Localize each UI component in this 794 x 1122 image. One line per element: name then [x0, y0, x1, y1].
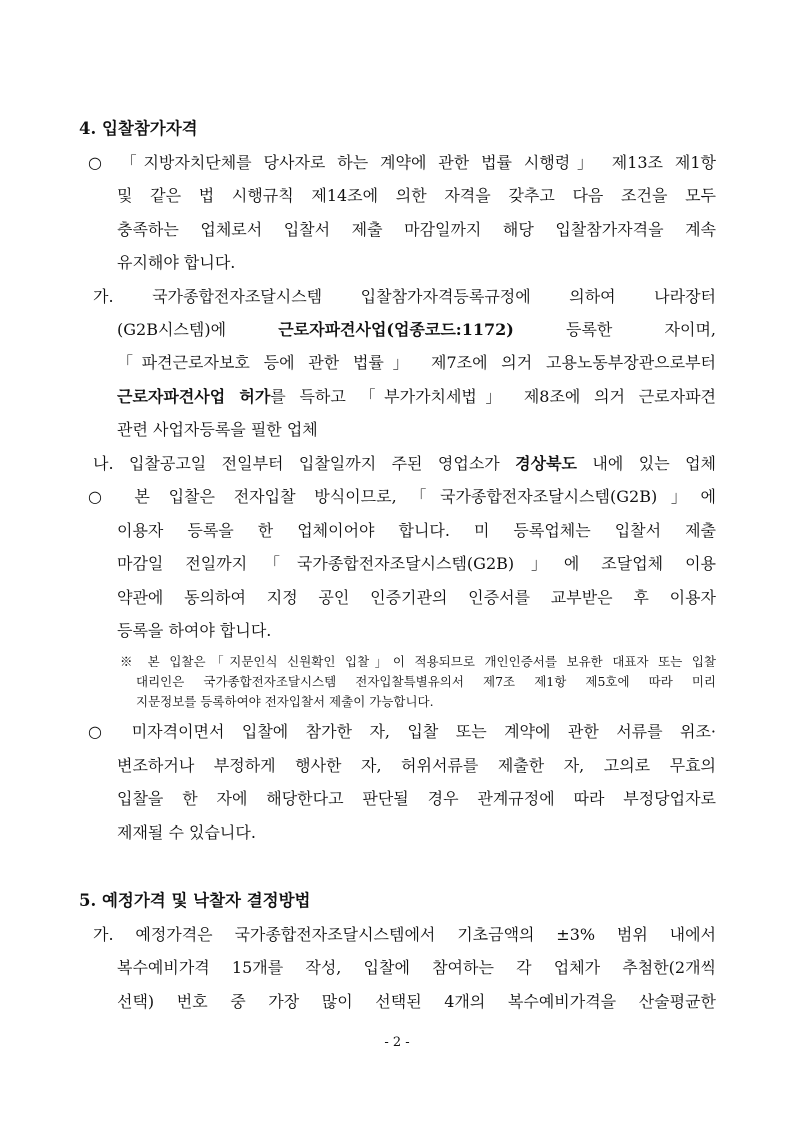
sec5-item-ga-line-2: 복수예비가격 15개를 작성, 입찰에 참여하는 각 업체가 추첨한(2개씩 [117, 958, 716, 977]
bullet-1-line-1: ○ 「지방자치단체를 당사자로 하는 계약에 관한 법률 시행령」 제13조 제1항 [88, 153, 716, 172]
item-ga-line-5: 관련 사업자등록을 필한 업체 [117, 420, 318, 439]
section-5-title: 5. 예정가격 및 낙찰자 결정방법 [79, 891, 311, 910]
bullet-1-line-4: 유지해야 합니다. [117, 253, 236, 272]
license-emphasis: 근로자파견사업 허가 [117, 387, 271, 406]
note-line-1: ※ 본 입찰은「지문인식 신원확인 입찰」이 적용되므로 개인인증서를 보유한 대표자 또는 입찰 [120, 654, 716, 669]
sec5-item-ga-line-3: 선택) 번호 중 가장 많이 선택된 4개의 복수예비가격을 산술평균한 [117, 992, 716, 1011]
page-number: - 2 - [384, 1035, 410, 1050]
bullet-2-line-4: 약관에 동의하여 지정 공인 인증기관의 인증서를 교부받은 후 이용자 [117, 588, 716, 607]
section-4-title: 4. 입찰참가자격 [79, 119, 198, 138]
bullet-2-line-5: 등록을 하여야 합니다. [117, 621, 272, 640]
bullet-3-line-1: ○ 미자격이면서 입찰에 참가한 자, 입찰 또는 계약에 관한 서류를 위조· [88, 722, 716, 741]
item-ga-line-1: 가. 국가종합전자조달시스템 입찰참가자격등록규정에 의하여 나라장터 [93, 287, 716, 306]
bullet-2-line-2: 이용자 등록을 한 업체이어야 합니다. 미 등록업체는 입찰서 제출 [117, 521, 716, 540]
note-line-2: 대리인은 국가종합전자조달시스템 전자입찰특별유의서 제7조 제1항 제5호에 따라 미리 [136, 674, 716, 689]
note-line-3: 지문정보를 등록하여야 전자입찰서 제출이 가능합니다. [136, 694, 434, 709]
business-type-code: 근로자파견사업(업종코드:1172) [278, 320, 514, 339]
sec5-item-ga-line-1: 가. 예정가격은 국가종합전자조달시스템에서 기초금액의 ±3% 범위 내에서 [93, 925, 716, 944]
item-ga-line-4: 근로자파견사업 허가를 득하고 「부가가치세법」 제8조에 의거 근로자파견 [117, 387, 716, 406]
item-na: 나. 입찰공고일 전일부터 입찰일까지 주된 영업소가 경상북도 내에 있는 업체 [93, 454, 716, 473]
bullet-2-line-1: ○ 본 입찰은 전자입찰 방식이므로,「국가종합전자조달시스템(G2B)」에 [88, 487, 716, 506]
region-emphasis: 경상북도 [515, 454, 577, 473]
bullet-3-line-3: 입찰을 한 자에 해당한다고 판단될 경우 관계규정에 따라 부정당업자로 [117, 789, 716, 808]
item-ga-line-2: (G2B시스템)에 근로자파견사업(업종코드:1172) 등록한 자이며, [117, 320, 716, 339]
bullet-1-line-3: 충족하는 업체로서 입찰서 제출 마감일까지 해당 입찰참가자격을 계속 [117, 220, 716, 239]
bullet-2-line-3: 마감일 전일까지「국가종합전자조달시스템(G2B)」에 조달업체 이용 [117, 554, 716, 573]
item-ga-line-3: 「파견근로자보호 등에 관한 법률」 제7조에 의거 고용노동부장관으로부터 [117, 353, 716, 372]
bullet-3-line-4: 제재될 수 있습니다. [117, 823, 256, 842]
bullet-3-line-2: 변조하거나 부정하게 행사한 자, 허위서류를 제출한 자, 고의로 무효의 [117, 756, 716, 775]
bullet-1-line-2: 및 같은 법 시행규칙 제14조에 의한 자격을 갖추고 다음 조건을 모두 [117, 186, 716, 205]
